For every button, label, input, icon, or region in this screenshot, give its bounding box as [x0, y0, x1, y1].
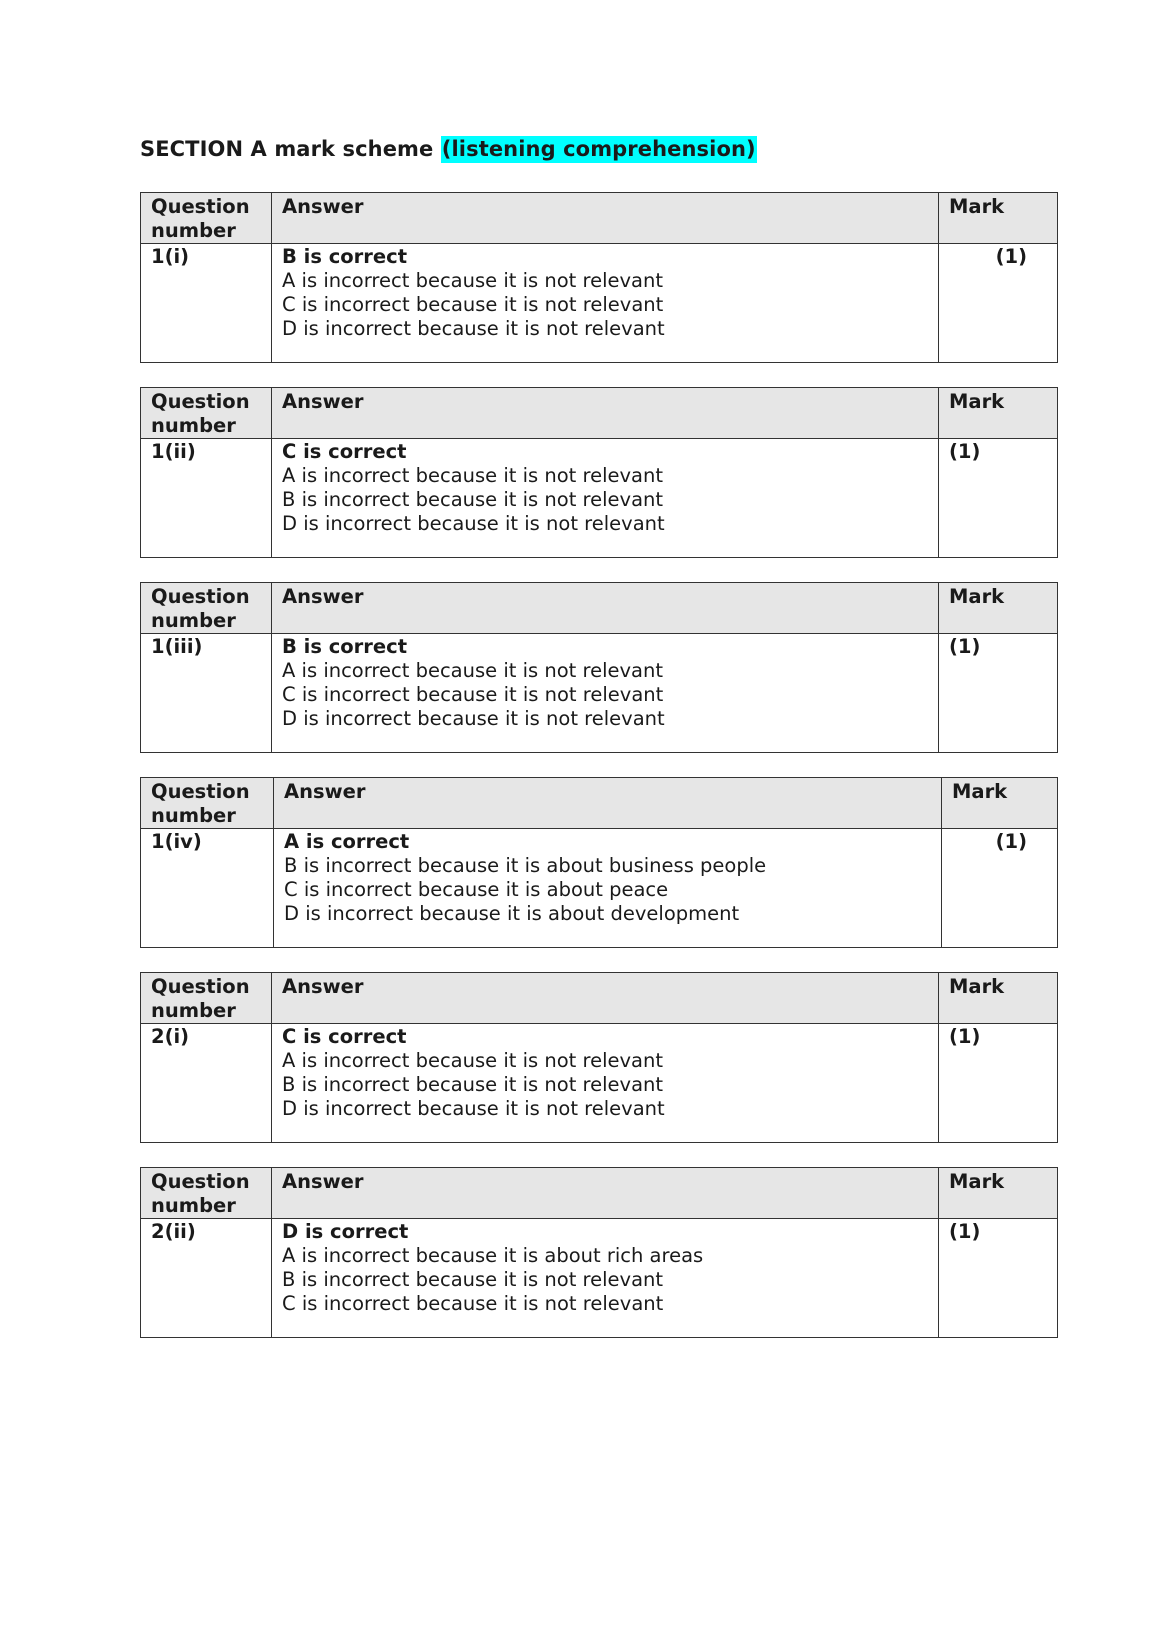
question-number: 1(iv) — [141, 829, 274, 948]
answer-explanation: A is incorrect because it is not relevant — [282, 1049, 663, 1072]
mark-value: (1) — [939, 1219, 1058, 1338]
correct-answer: C is correct — [282, 1025, 407, 1048]
section-heading — [140, 137, 757, 161]
mark-header: Mark — [939, 1168, 1058, 1219]
table-row — [141, 634, 1058, 753]
correct-answer: D is correct — [282, 1220, 409, 1243]
answer-explanation: A is incorrect because it is not relevant — [282, 659, 663, 682]
question-number-header: Question number — [141, 1168, 272, 1219]
mark-value: (1) — [939, 244, 1058, 363]
mark-scheme-table — [140, 777, 1058, 948]
table-header-row — [141, 583, 1058, 634]
correct-answer: C is correct — [282, 440, 407, 463]
mark-scheme-table — [140, 972, 1058, 1143]
answer-cell — [272, 1219, 939, 1338]
table-header-row — [141, 193, 1058, 244]
mark-value: (1) — [942, 829, 1058, 948]
answer-explanation: D is incorrect because it is not relevant — [282, 1097, 665, 1120]
answer-explanation: D is incorrect because it is about development — [284, 902, 740, 925]
mark-header: Mark — [942, 778, 1058, 829]
mark-scheme-table — [140, 387, 1058, 558]
table-header-row — [141, 973, 1058, 1024]
answer-explanation: A is incorrect because it is not relevant — [282, 464, 663, 487]
question-number-header: Question number — [141, 193, 272, 244]
mark-header: Mark — [939, 388, 1058, 439]
table-header-row — [141, 778, 1058, 829]
answer-explanation: B is incorrect because it is not relevant — [282, 1268, 664, 1291]
answer-explanation: B is incorrect because it is not relevant — [282, 488, 664, 511]
answer-explanation: C is incorrect because it is not relevant — [282, 1292, 664, 1315]
question-number-header: Question number — [141, 973, 272, 1024]
table-row — [141, 439, 1058, 558]
table-row — [141, 1219, 1058, 1338]
answer-cell — [272, 439, 939, 558]
answer-header: Answer — [272, 1168, 939, 1219]
question-number-header: Question number — [141, 388, 272, 439]
answer-cell — [272, 634, 939, 753]
answer-cell — [272, 244, 939, 363]
table-header-row — [141, 388, 1058, 439]
correct-answer: B is correct — [282, 635, 408, 658]
correct-answer: B is correct — [282, 245, 408, 268]
question-number: 2(i) — [141, 1024, 272, 1143]
mark-header: Mark — [939, 193, 1058, 244]
answer-header: Answer — [272, 193, 939, 244]
answer-explanation: C is incorrect because it is not relevant — [282, 293, 664, 316]
mark-scheme-table — [140, 582, 1058, 753]
mark-scheme-table — [140, 1167, 1058, 1338]
answer-cell — [272, 1024, 939, 1143]
question-number-header: Question number — [141, 778, 274, 829]
question-number: 1(ii) — [141, 439, 272, 558]
mark-header: Mark — [939, 583, 1058, 634]
answer-explanation: D is incorrect because it is not relevant — [282, 707, 665, 730]
answer-header: Answer — [272, 388, 939, 439]
answer-explanation: D is incorrect because it is not relevant — [282, 512, 665, 535]
table-row — [141, 244, 1058, 363]
question-number: 1(i) — [141, 244, 272, 363]
answer-header: Answer — [274, 778, 942, 829]
question-number: 1(iii) — [141, 634, 272, 753]
answer-cell — [274, 829, 942, 948]
answer-explanation: B is incorrect because it is not relevant — [282, 1073, 664, 1096]
answer-header: Answer — [272, 583, 939, 634]
mark-header: Mark — [939, 973, 1058, 1024]
table-row — [141, 829, 1058, 948]
answer-explanation: C is incorrect because it is not relevant — [282, 683, 664, 706]
table-header-row — [141, 1168, 1058, 1219]
question-number: 2(ii) — [141, 1219, 272, 1338]
mark-value: (1) — [939, 1024, 1058, 1143]
mark-scheme-table — [140, 192, 1058, 363]
mark-value: (1) — [939, 439, 1058, 558]
section-heading-highlight: (listening comprehension) — [441, 137, 756, 161]
answer-explanation: A is incorrect because it is not relevant — [282, 269, 663, 292]
answer-header: Answer — [272, 973, 939, 1024]
table-row — [141, 1024, 1058, 1143]
mark-value: (1) — [939, 634, 1058, 753]
correct-answer: A is correct — [284, 830, 410, 853]
section-heading-text: SECTION A mark scheme — [140, 137, 441, 161]
answer-explanation: C is incorrect because it is about peace — [284, 878, 669, 901]
answer-explanation: A is incorrect because it is about rich areas — [282, 1244, 704, 1267]
answer-explanation: B is incorrect because it is about business people — [284, 854, 767, 877]
answer-explanation: D is incorrect because it is not relevant — [282, 317, 665, 340]
question-number-header: Question number — [141, 583, 272, 634]
